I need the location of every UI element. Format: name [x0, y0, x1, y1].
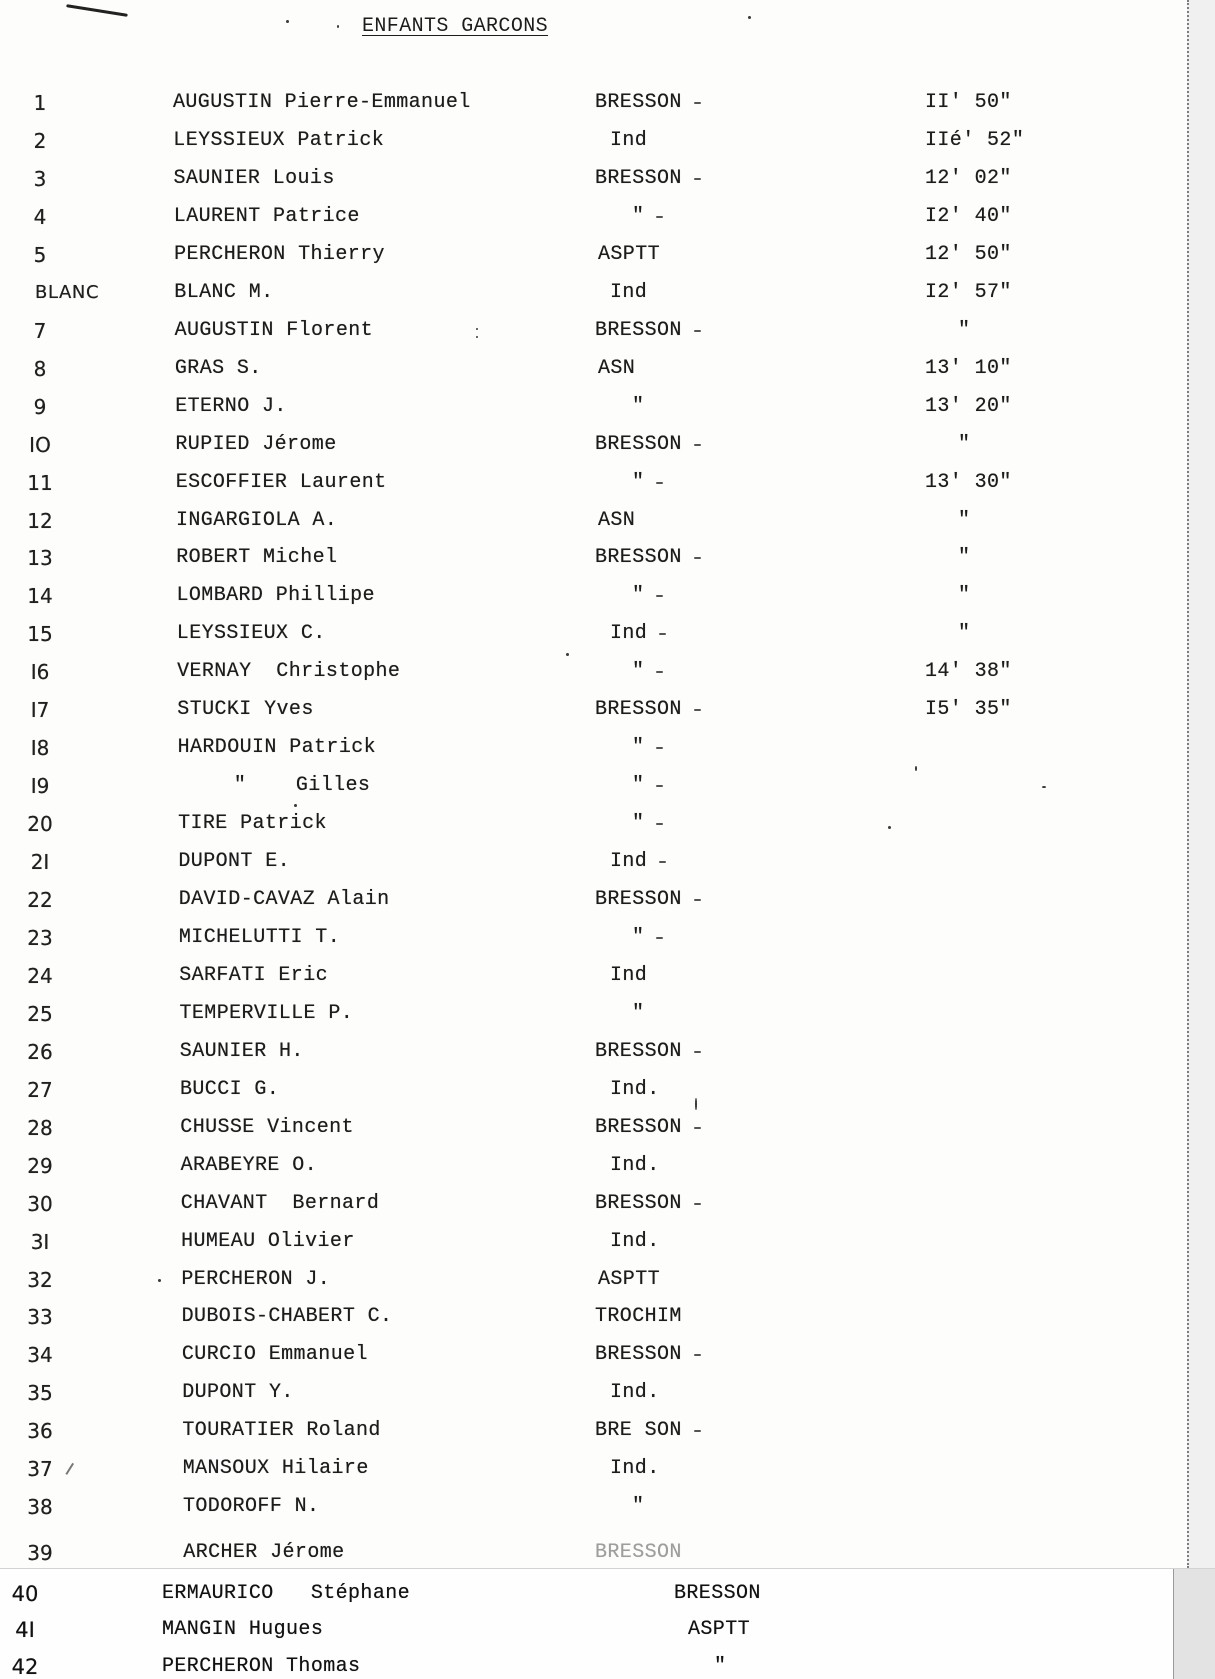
rank-number: 3I	[30, 1229, 50, 1254]
rank-number: 37	[27, 1457, 53, 1482]
tick-mark	[694, 444, 701, 446]
competitor-name: DUPONT Y.	[182, 1381, 294, 1405]
result-row	[0, 206, 1180, 228]
club-cell	[595, 168, 701, 190]
rank-number: 14	[27, 584, 53, 609]
rank-number: I6	[30, 660, 50, 685]
result-row	[0, 699, 1180, 721]
competitor-name: GRAS S.	[174, 356, 262, 380]
rank-number: 28	[27, 1115, 53, 1140]
competitor-name: TEMPERVILLE P.	[179, 1001, 354, 1025]
competitor-name: CHUSSE Vincent	[180, 1115, 354, 1139]
competitor-name: HARDOUIN Patrick	[177, 736, 377, 760]
competitor-name: SAUNIER Louis	[173, 166, 335, 190]
result-row	[0, 244, 1180, 266]
club-cell	[610, 1458, 660, 1480]
result-row	[0, 585, 1180, 607]
club-name: "	[632, 1495, 645, 1519]
club-cell	[610, 851, 666, 873]
competitor-name: ETERNO J.	[175, 394, 287, 418]
competitor-name: " Gilles	[233, 774, 371, 798]
club-name: ASN	[598, 508, 636, 532]
tick-mark	[694, 102, 701, 104]
competitor-name: LEYSSIEUX C.	[176, 622, 326, 646]
tick-mark	[694, 330, 701, 332]
rank-number: 8	[33, 356, 47, 381]
finish-time: 12' 50"	[925, 242, 1012, 266]
club-cell	[610, 1231, 660, 1253]
rank-number: 34	[27, 1343, 53, 1368]
club-cell	[610, 1079, 660, 1101]
competitor-name: ESCOFFIER Laurent	[175, 470, 387, 494]
speck	[748, 16, 751, 19]
result-row	[0, 434, 1180, 456]
competitor-name: SARFATI Eric	[179, 963, 329, 987]
tick-mark	[694, 1051, 701, 1053]
rank-number: 38	[27, 1495, 53, 1520]
result-row	[0, 1003, 1180, 1025]
rank-number: 12	[27, 508, 53, 533]
result-row	[0, 1420, 1180, 1442]
rank-number: 25	[27, 1001, 53, 1026]
finish-time: "	[958, 584, 971, 608]
rank-number: 20	[27, 812, 53, 837]
result-row	[0, 1041, 1180, 1063]
competitor-name: AUGUSTIN Pierre-Emmanuel	[173, 91, 471, 114]
club-name: BRESSON	[595, 888, 682, 911]
club-cell	[610, 965, 647, 987]
result-row	[0, 1269, 1180, 1291]
result-row	[0, 737, 1180, 759]
rank-number: 24	[27, 963, 53, 988]
tick-mark	[694, 178, 701, 180]
club-name: ASPTT	[598, 1267, 661, 1291]
competitor-name: LAURENT Patrice	[173, 204, 360, 228]
rank-number: 3	[33, 166, 47, 191]
result-row	[0, 1496, 1180, 1518]
club-cell	[595, 699, 701, 721]
tick-mark	[694, 1430, 701, 1432]
club-cell	[595, 889, 701, 911]
club-cell	[632, 1003, 644, 1025]
competitor-name: LOMBARD Phillipe	[176, 584, 375, 608]
finish-time: II' 50"	[925, 91, 1012, 114]
speck	[566, 653, 569, 656]
speck	[915, 766, 917, 771]
club-cell	[598, 358, 635, 380]
club-cell	[595, 1344, 701, 1366]
result-row	[0, 320, 1180, 342]
competitor-name: ARABEYRE O.	[180, 1153, 318, 1177]
tick-mark	[656, 671, 663, 673]
club-cell	[610, 130, 647, 152]
club-name: "	[632, 204, 645, 228]
club-cell	[632, 813, 663, 835]
rank-number: 27	[27, 1077, 53, 1102]
tick-mark	[694, 899, 701, 901]
club-name: Ind.	[610, 1077, 660, 1101]
club-cell	[632, 661, 663, 683]
club-cell	[595, 1193, 701, 1215]
rank-number: BLANC	[35, 281, 100, 303]
pasted-strip	[0, 1568, 1215, 1679]
result-row	[0, 1306, 1180, 1328]
result-row	[0, 661, 1180, 683]
club-cell	[610, 623, 666, 645]
club-name: BRESSON	[595, 318, 682, 342]
result-row	[0, 472, 1180, 494]
club-name: "	[632, 736, 645, 760]
club-name: BRESSON	[595, 1541, 682, 1564]
club-name: Ind.	[610, 1229, 660, 1253]
club-cell	[595, 1542, 682, 1564]
club-cell	[674, 1583, 761, 1605]
competitor-name: PERCHERON Thierry	[174, 242, 385, 266]
club-name: "	[632, 470, 645, 494]
club-cell	[632, 737, 663, 759]
tick-mark	[659, 633, 666, 635]
finish-time: 13' 20"	[925, 394, 1012, 418]
club-cell	[632, 396, 644, 418]
competitor-name: VERNAY Christophe	[177, 660, 401, 684]
finish-time: IIé' 52"	[925, 128, 1025, 152]
competitor-name: MANGIN Hugues	[162, 1618, 324, 1641]
pen-stroke-mark	[66, 4, 128, 16]
result-row	[0, 965, 1180, 987]
club-name: "	[632, 660, 645, 684]
club-name: "	[632, 1001, 645, 1025]
rank-number: I9	[30, 774, 50, 799]
tick-mark	[694, 1203, 701, 1205]
page-title: ENFANTS GARCONS	[362, 15, 549, 38]
club-name: Ind.	[610, 1153, 660, 1177]
club-name: BRESSON	[595, 698, 682, 722]
tick-mark	[656, 216, 663, 218]
club-cell	[688, 1619, 750, 1641]
result-row	[0, 1155, 1180, 1177]
rank-number: 23	[27, 925, 53, 950]
rank-number: I7	[30, 698, 50, 723]
result-row	[0, 396, 1180, 418]
competitor-name: SAUNIER H.	[179, 1039, 304, 1063]
result-row	[0, 927, 1180, 949]
tick-mark	[694, 1127, 701, 1129]
competitor-name: STUCKI Yves	[177, 698, 314, 722]
rank-number: 2	[33, 128, 47, 153]
rank-number: 7	[33, 318, 47, 343]
club-name: Ind	[610, 850, 648, 873]
club-name: BRE SON	[595, 1419, 682, 1443]
finish-time: "	[958, 622, 971, 646]
competitor-name: TIRE Patrick	[178, 812, 327, 836]
rank-number: 2I	[30, 850, 50, 874]
rank-number: 29	[27, 1153, 53, 1178]
club-name: BRESSON	[674, 1582, 761, 1605]
finish-time: 13' 30"	[925, 470, 1012, 494]
rank-number: 42	[11, 1655, 39, 1679]
result-row	[0, 1542, 1180, 1564]
club-cell	[595, 1041, 701, 1063]
rank-number: 32	[27, 1267, 53, 1292]
competitor-name: CHAVANT Bernard	[180, 1191, 380, 1215]
club-cell	[595, 320, 701, 342]
tick-mark	[656, 747, 663, 749]
competitor-name: ERMAURICO Stéphane	[162, 1582, 411, 1605]
club-cell	[632, 472, 663, 494]
result-row	[0, 1344, 1180, 1366]
result-row	[0, 775, 1180, 797]
club-cell	[598, 244, 660, 266]
finish-time: 14' 38"	[925, 660, 1012, 684]
club-name: BRESSON	[595, 546, 682, 570]
tick-mark	[656, 823, 663, 825]
tick-mark	[656, 937, 663, 939]
club-cell	[714, 1656, 726, 1678]
rank-number: 15	[27, 622, 53, 647]
page-edge	[1187, 0, 1215, 1568]
club-cell	[595, 92, 701, 114]
result-row	[0, 851, 1180, 873]
club-cell	[610, 282, 647, 304]
club-name: "	[632, 394, 645, 418]
competitor-name: BUCCI G.	[180, 1077, 280, 1101]
club-cell	[595, 434, 701, 456]
rank-number: 9	[33, 394, 47, 419]
rank-number: 36	[27, 1419, 53, 1444]
rank-number: 5	[33, 242, 47, 267]
club-cell	[598, 510, 635, 532]
rank-number: 1	[33, 91, 47, 115]
result-row	[0, 282, 1180, 304]
finish-time: 12' 02"	[925, 166, 1012, 190]
club-name: BRESSON	[595, 1115, 682, 1139]
club-name: BRESSON	[595, 166, 682, 190]
club-name: BRESSON	[595, 432, 682, 456]
rank-number: 30	[27, 1191, 53, 1216]
rank-number: 26	[27, 1039, 53, 1064]
club-cell	[610, 1382, 660, 1404]
result-row	[0, 510, 1180, 532]
competitor-name: PERCHERON Thomas	[162, 1655, 361, 1678]
rank-number: 33	[27, 1305, 53, 1330]
rank-number: 39	[27, 1541, 53, 1565]
competitor-name: ARCHER Jérome	[183, 1541, 345, 1564]
finish-time: "	[958, 546, 971, 570]
club-name: "	[632, 812, 645, 836]
club-name: Ind	[610, 280, 648, 304]
club-cell	[632, 1496, 644, 1518]
club-name: "	[632, 925, 645, 949]
competitor-name: INGARGIOLA A.	[176, 508, 338, 532]
competitor-name: RUPIED Jérome	[175, 432, 337, 456]
finish-time: I2' 57"	[925, 280, 1012, 304]
speck	[294, 804, 297, 807]
result-row	[0, 1231, 1180, 1253]
club-name: BRESSON	[595, 1039, 682, 1063]
club-name: BRESSON	[595, 1191, 682, 1215]
club-cell	[632, 206, 663, 228]
rank-number: IO	[29, 432, 51, 457]
club-cell	[595, 1117, 701, 1139]
speck	[286, 20, 289, 23]
result-row	[0, 1193, 1180, 1215]
competitor-name: PERCHERON J.	[181, 1267, 331, 1291]
finish-time: "	[958, 318, 971, 342]
competitor-name: ROBERT Michel	[176, 546, 338, 570]
result-row	[0, 813, 1180, 835]
club-name: ASPTT	[688, 1618, 751, 1641]
finish-time: I5' 35"	[925, 698, 1012, 722]
club-cell	[595, 1420, 701, 1442]
competitor-name: DUBOIS-CHABERT C.	[181, 1305, 393, 1329]
club-name: Ind.	[610, 1457, 660, 1481]
result-row	[0, 1583, 1180, 1605]
competitor-name: CURCIO Emmanuel	[181, 1343, 368, 1367]
competitor-name: MANSOUX Hilaire	[182, 1457, 369, 1481]
club-cell	[595, 547, 701, 569]
tick-mark	[656, 482, 663, 484]
competitor-name: LEYSSIEUX Patrick	[173, 128, 385, 152]
result-row	[0, 1656, 1180, 1678]
result-row	[0, 623, 1180, 645]
club-name: BRESSON	[595, 91, 682, 114]
competitor-name: HUMEAU Olivier	[181, 1229, 355, 1253]
result-row	[0, 547, 1180, 569]
rank-number: 22	[27, 888, 53, 912]
result-row	[0, 1117, 1180, 1139]
competitor-name: MICHELUTTI T.	[178, 925, 341, 949]
club-name: Ind	[610, 622, 648, 646]
tick-mark	[656, 595, 663, 597]
tick-mark	[694, 1354, 701, 1356]
club-name: Ind.	[610, 1381, 660, 1405]
result-row	[0, 168, 1180, 190]
club-name: "	[632, 774, 645, 798]
club-name: BRESSON	[595, 1343, 682, 1367]
tick-mark	[656, 785, 663, 787]
finish-time: I2' 40"	[925, 204, 1012, 228]
club-cell	[632, 775, 663, 797]
rank-number: I8	[30, 736, 50, 761]
club-cell	[595, 1306, 682, 1328]
competitor-name: TODOROFF N.	[183, 1495, 320, 1519]
club-cell	[610, 1155, 660, 1177]
club-name: TROCHIM	[595, 1305, 682, 1329]
result-row	[0, 1382, 1180, 1404]
tick-mark	[659, 861, 666, 863]
rank-number: 4I	[15, 1618, 35, 1642]
result-row	[0, 358, 1180, 380]
tick-mark	[694, 557, 701, 559]
rank-number: 40	[11, 1582, 39, 1606]
rank-number: 4	[33, 204, 47, 229]
club-cell	[598, 1269, 660, 1291]
result-row	[0, 92, 1180, 114]
competitor-name: DUPONT E.	[178, 850, 291, 873]
club-name: "	[714, 1655, 727, 1678]
club-name: ASPTT	[598, 242, 661, 266]
competitor-name: TOURATIER Roland	[182, 1419, 381, 1443]
competitor-name: DAVID-CAVAZ Alain	[178, 888, 390, 911]
club-cell	[632, 927, 663, 949]
rank-number: 13	[27, 546, 53, 571]
rank-number: 35	[27, 1381, 53, 1406]
result-row	[0, 130, 1180, 152]
result-row	[0, 889, 1180, 911]
competitor-name: BLANC M.	[174, 280, 274, 304]
club-name: ASN	[598, 356, 636, 380]
club-name: Ind	[610, 128, 648, 152]
competitor-name: AUGUSTIN Florent	[174, 318, 374, 342]
finish-time: "	[958, 432, 971, 456]
finish-time: 13' 10"	[925, 356, 1012, 380]
result-row	[0, 1619, 1180, 1641]
result-row	[0, 1458, 1180, 1480]
rank-number: 11	[27, 470, 53, 495]
club-name: Ind	[610, 963, 648, 987]
tick-mark	[694, 709, 701, 711]
finish-time: "	[958, 508, 971, 532]
club-cell	[632, 585, 663, 607]
club-name: "	[632, 584, 645, 608]
speck	[337, 25, 339, 28]
result-row	[0, 1079, 1180, 1101]
